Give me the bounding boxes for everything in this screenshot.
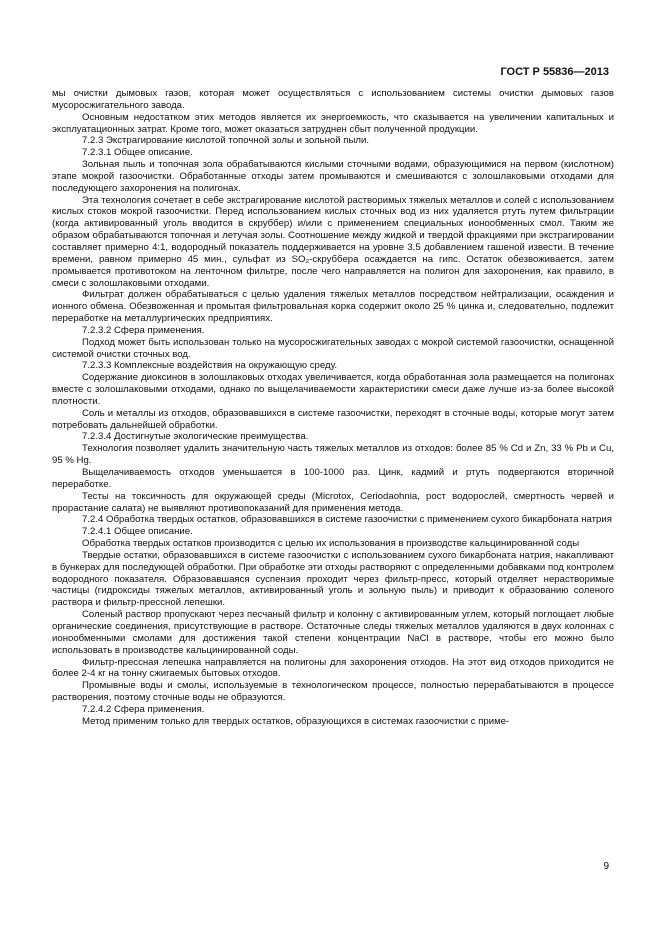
paragraph: 7.2.3 Экстрагирование кислотой топочной золы и зольной пыли. <box>82 135 369 147</box>
body-text <box>52 88 614 728</box>
paragraph: Эта технология сочетает в себе экстрагирование кислотой растворимых тяжелых металлов и солей с использованием кислых стоков мокрой газоочистки. Перед использованием кислых сточных вод из них удаляется ртуть путем фильтрации (когда активированный уголь вводится в скруббер) и/или с применением специальных ионообменных смол. Таким же образом обрабатываются топочная и летучая золы. Соотношение между жидкой и твердой фракциями при экстрагировании составляет примерно 4:1, водородный показатель поддерживается на уровне 3,5 добавлением гашеной извести. В течение времени, равном примерно 45 мин., сульфат из SO₂-скруббера осаждается на гипс. Остаток обезвоживается, затем промывается противотоком на ленточном фильтре, после чего направляется на полигон для захоронения, как правило, в смеси с золошлаковыми отходами. <box>52 194 614 289</box>
paragraph: Обработка твердых остатков производится с целью их использования в производстве кальцинированной соды <box>82 538 580 550</box>
paragraph: мы очистки дымовых газов, которая может осуществляться с использованием системы очистки дымовых газов мусоросжигательного завода. <box>52 88 614 111</box>
paragraph: Твердые остатки, образовавшихся в системе газоочистки с использованием сухого бикарбоната натрия, накапливают в бункерах для последующей обработки. При обработке эти отходы растворяют с определенными добавками под контролем водородного показателя. Образовавшаяся суспензия проходит через фильтр-пресс, который отделяет нерастворимые частицы (гидроксиды тяжелых металлов, активированный уголь и зольную пыль) и приводит к образованию соленого раствора и фильтр-прессной лепешки. <box>52 549 614 609</box>
paragraph: Основным недостатком этих методов является их энергоемкость, что сказывается на увеличении капитальных и эксплуатационных затрат. Кроме того, может оказаться затруднен сбыт полученной продукции. <box>52 111 614 135</box>
paragraph: Метод применим только для твердых остатков, образующихся в системах газоочистки с приме- <box>82 715 510 727</box>
paragraph: Выщелачиваемость отходов уменьшается в 100-1000 раз. Цинк, кадмий и ртуть подвергаются вторичной переработке. <box>52 467 614 490</box>
paragraph: Фильтр-прессная лепешка направляется на полигоны для захоронения отходов. На этот вид отходов приходится не более 2-4 кг на тонну сжигаемых бытовых отходов. <box>52 656 614 680</box>
paragraph: 7.2.3.4 Достигнутые экологические преимущества. <box>82 431 309 443</box>
paragraph: 7.2.4.1 Общее описание. <box>82 526 193 538</box>
paragraph: 7.2.4 Обработка твердых остатков, образовавшихся в системе газоочистки с применением сухого бикарбоната натрия <box>82 514 612 526</box>
paragraph: Соленый раствор пропускают через песчаный фильтр и колонну с активированным углем, который поглощает любые органические соединения, присутствующие в растворе. Остаточные следы тяжелых металлов удаляются в двух колоннах с ионообменными смолами для достижения такой степени концентрации NaCl в растворе, чтобы его можно было использовать в производстве кальцинированной соды. <box>52 609 614 656</box>
paragraph: Подход может быть использован только на мусоросжигательных заводах с мокрой системой газоочистки, оснащенной системой очистки сточных вод. <box>52 336 614 360</box>
paragraph: 7.2.3.3 Комплексные воздействия на окружающую среду. <box>82 360 338 372</box>
paragraph: Технология позволяет удалить значительную часть тяжелых металлов из отходов: более 85 % Cd и Zn, 33 % Pb и Cu, 95 % Hg. <box>52 443 614 467</box>
paragraph: 7.2.4.2 Сфера применения. <box>82 703 205 715</box>
paragraph: Зольная пыль и топочная зола обрабатываются кислыми сточными водами, образующимися на первом (кислотном) этапе мокрой газоочистки. Обработанные отходы затем промываются и смешиваются с золошлаковыми отходами для последующего захоронения на полигонах. <box>52 159 614 194</box>
paragraph: Промывные воды и смолы, используемые в технологическом процессе, полностью перерабатываются в процессе растворения, поэтому сточные воды не образуются. <box>52 680 614 704</box>
paragraph: 7.2.3.2 Сфера применения. <box>82 324 205 336</box>
page-number: 9 <box>603 861 609 872</box>
paragraph: Содержание диоксинов в золошлаковых отходах увеличивается, когда обработанная зола размещается на полигонах вместе с золошлаковыми отходами, однако по выщелачиваемости характеристики смеси даже лучше из-за более высокой плотности. <box>52 372 614 407</box>
paragraph: Соль и металлы из отходов, образовавшихся в системе газоочистки, переходят в сточные воды, которые могут затем потребовать дальнейшей обработки. <box>52 407 614 431</box>
document-code: ГОСТ Р 55836—2013 <box>500 66 609 78</box>
paragraph: Фильтрат должен обрабатываться с целью удаления тяжелых металлов посредством нейтрализации, осаждения и ионного обмена. Обезвоженная и промытая фильтровальная корка содержит около 25 % цинка и, следовательно, подлежит переработке на металлургических предприятиях. <box>52 289 614 325</box>
paragraph: Тесты на токсичность для окружающей среды (Microtox, Ceriodaohnia, рост водорослей, смертность червей и прорастание салата) не выявляют противопоказаний для применения метода. <box>52 490 614 514</box>
paragraph: 7.2.3.1 Общее описание. <box>82 147 193 159</box>
